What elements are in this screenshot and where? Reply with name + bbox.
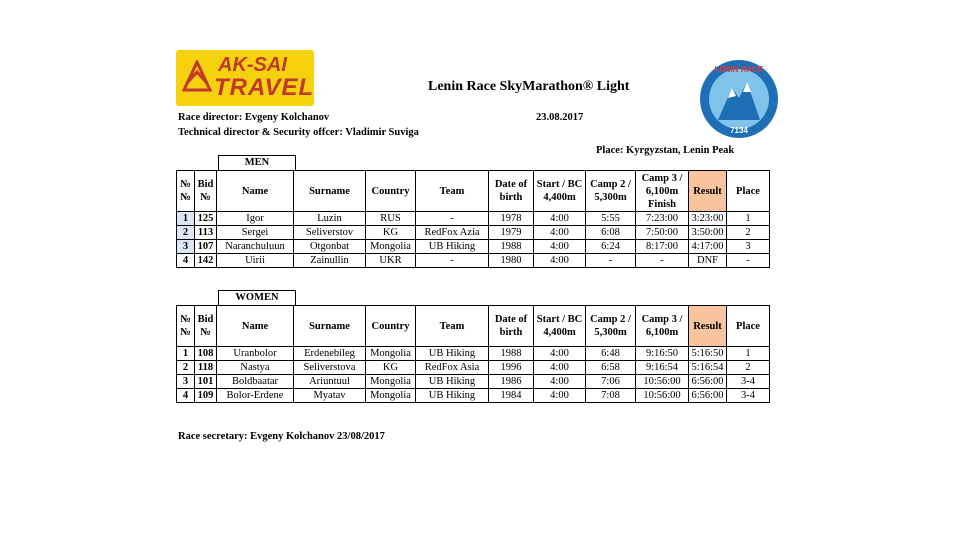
name-cell: Igor <box>217 212 294 226</box>
camp2-cell: 7:06 <box>586 375 636 389</box>
lenin-race-badge-icon <box>698 58 780 140</box>
start-cell: 4:00 <box>534 375 586 389</box>
country-cell: Mongolia <box>366 389 416 403</box>
camp3-cell: 10:56:00 <box>636 389 689 403</box>
result-cell: DNF <box>689 254 727 268</box>
row-number: 2 <box>177 361 195 375</box>
header-cell: Name <box>217 171 294 212</box>
header-cell: Camp 3 / 6,100m Finish <box>636 171 689 212</box>
technical-director: Technical director & Security offcer: Vladimir Suviga <box>178 127 419 138</box>
table-row <box>177 226 770 240</box>
men-category-label: MEN <box>218 155 296 170</box>
header-cell: № № <box>177 306 195 347</box>
header-cell: Camp 3 / 6,100m <box>636 306 689 347</box>
camp2-cell: 7:08 <box>586 389 636 403</box>
men-results-table <box>176 170 770 268</box>
bid-cell: 125 <box>195 212 217 226</box>
header-cell: Country <box>366 306 416 347</box>
header-cell: Date of birth <box>489 306 534 347</box>
header-cell: Name <box>217 306 294 347</box>
result-header-cell: Result <box>689 306 727 347</box>
bid-cell: 109 <box>195 389 217 403</box>
birth-cell: 1988 <box>489 347 534 361</box>
place-cell: 1 <box>727 347 770 361</box>
start-cell: 4:00 <box>534 389 586 403</box>
bid-cell: 108 <box>195 347 217 361</box>
result-cell: 6:56:00 <box>689 375 727 389</box>
header-cell: № № <box>177 171 195 212</box>
surname-cell: Zainullin <box>294 254 366 268</box>
header-cell: Start / BC 4,400m <box>534 171 586 212</box>
table-row <box>177 347 770 361</box>
country-cell: Mongolia <box>366 347 416 361</box>
birth-cell: 1988 <box>489 240 534 254</box>
table-row <box>177 375 770 389</box>
row-number: 1 <box>177 347 195 361</box>
header-cell: Surname <box>294 171 366 212</box>
name-cell: Boldbaatar <box>217 375 294 389</box>
bid-cell: 107 <box>195 240 217 254</box>
country-cell: KG <box>366 361 416 375</box>
start-cell: 4:00 <box>534 361 586 375</box>
header-cell: Surname <box>294 306 366 347</box>
country-cell: KG <box>366 226 416 240</box>
start-cell: 4:00 <box>534 240 586 254</box>
camp3-cell: 9:16:54 <box>636 361 689 375</box>
header-cell: Bid № <box>195 171 217 212</box>
camp2-cell: - <box>586 254 636 268</box>
header-cell: Start / BC 4,400m <box>534 306 586 347</box>
table-row <box>177 212 770 226</box>
result-cell: 6:56:00 <box>689 389 727 403</box>
camp2-cell: 6:24 <box>586 240 636 254</box>
name-cell: Nastya <box>217 361 294 375</box>
bid-cell: 113 <box>195 226 217 240</box>
surname-cell: Luzin <box>294 212 366 226</box>
place-cell: 3 <box>727 240 770 254</box>
header-cell: Date of birth <box>489 171 534 212</box>
camp3-cell: 8:17:00 <box>636 240 689 254</box>
team-cell: - <box>416 254 489 268</box>
team-cell: RedFox Asia <box>416 361 489 375</box>
surname-cell: Myatav <box>294 389 366 403</box>
row-number: 4 <box>177 389 195 403</box>
place-cell: - <box>727 254 770 268</box>
header-cell: Place <box>727 306 770 347</box>
race-director: Race director: Evgeny Kolchanov <box>178 112 330 123</box>
name-cell: Uirii <box>217 254 294 268</box>
aksai-travel-logo <box>176 50 314 106</box>
place-cell: 2 <box>727 226 770 240</box>
country-cell: RUS <box>366 212 416 226</box>
name-cell: Bolor-Erdene <box>217 389 294 403</box>
camp3-cell: 7:50:00 <box>636 226 689 240</box>
mountain-logo-icon <box>182 60 212 94</box>
header-cell: Bid № <box>195 306 217 347</box>
name-cell: Uranbolor <box>217 347 294 361</box>
row-number: 2 <box>177 226 195 240</box>
country-cell: Mongolia <box>366 375 416 389</box>
birth-cell: 1978 <box>489 212 534 226</box>
race-place: Place: Kyrgyzstan, Lenin Peak <box>596 145 735 156</box>
place-cell: 1 <box>727 212 770 226</box>
surname-cell: Ariuntuul <box>294 375 366 389</box>
page-title: Lenin Race SkyMarathon® Light <box>428 79 630 94</box>
row-number: 4 <box>177 254 195 268</box>
men-table-header <box>177 171 770 212</box>
team-cell: RedFox Azia <box>416 226 489 240</box>
country-cell: UKR <box>366 254 416 268</box>
team-cell: UB Hiking <box>416 347 489 361</box>
women-category-label: WOMEN <box>218 290 296 305</box>
team-cell: UB Hiking <box>416 375 489 389</box>
row-number: 3 <box>177 375 195 389</box>
header-cell: Team <box>416 171 489 212</box>
women-results-table <box>176 305 770 403</box>
team-cell: UB Hiking <box>416 389 489 403</box>
race-date: 23.08.2017 <box>536 112 584 123</box>
bid-cell: 118 <box>195 361 217 375</box>
team-cell: - <box>416 212 489 226</box>
birth-cell: 1984 <box>489 389 534 403</box>
row-number: 3 <box>177 240 195 254</box>
header-cell: Camp 2 / 5,300m <box>586 171 636 212</box>
badge-bottom-text: 7134 <box>730 126 748 135</box>
start-cell: 4:00 <box>534 226 586 240</box>
bid-cell: 142 <box>195 254 217 268</box>
birth-cell: 1979 <box>489 226 534 240</box>
camp3-cell: 7:23:00 <box>636 212 689 226</box>
name-cell: Sergei <box>217 226 294 240</box>
table-row <box>177 361 770 375</box>
logo-text-line1: AK-SAI <box>218 54 287 76</box>
result-header-cell: Result <box>689 171 727 212</box>
surname-cell: Seliverstov <box>294 226 366 240</box>
result-cell: 5:16:54 <box>689 361 727 375</box>
surname-cell: Seliverstova <box>294 361 366 375</box>
place-cell: 3-4 <box>727 389 770 403</box>
start-cell: 4:00 <box>534 254 586 268</box>
result-cell: 5:16:50 <box>689 347 727 361</box>
start-cell: 4:00 <box>534 347 586 361</box>
surname-cell: Erdenebileg <box>294 347 366 361</box>
header-cell: Camp 2 / 5,300m <box>586 306 636 347</box>
place-cell: 3-4 <box>727 375 770 389</box>
badge-top-text: LENIN RACE <box>714 65 764 74</box>
table-row <box>177 240 770 254</box>
birth-cell: 1986 <box>489 375 534 389</box>
logo-text-line2: TRAVEL <box>214 74 315 101</box>
women-table-header <box>177 306 770 347</box>
camp2-cell: 6:58 <box>586 361 636 375</box>
place-cell: 2 <box>727 361 770 375</box>
team-cell: UB Hiking <box>416 240 489 254</box>
start-cell: 4:00 <box>534 212 586 226</box>
country-cell: Mongolia <box>366 240 416 254</box>
race-secretary: Race secretary: Evgeny Kolchanov 23/08/2017 <box>178 431 385 442</box>
table-row <box>177 389 770 403</box>
table-row <box>177 254 770 268</box>
camp3-cell: - <box>636 254 689 268</box>
camp2-cell: 6:48 <box>586 347 636 361</box>
surname-cell: Otgonbat <box>294 240 366 254</box>
header-cell: Team <box>416 306 489 347</box>
header-cell: Country <box>366 171 416 212</box>
header-cell: Place <box>727 171 770 212</box>
result-cell: 4:17:00 <box>689 240 727 254</box>
camp2-cell: 5:55 <box>586 212 636 226</box>
camp3-cell: 10:56:00 <box>636 375 689 389</box>
name-cell: Naranchuluun <box>217 240 294 254</box>
result-cell: 3:50:00 <box>689 226 727 240</box>
birth-cell: 1996 <box>489 361 534 375</box>
camp2-cell: 6:08 <box>586 226 636 240</box>
birth-cell: 1980 <box>489 254 534 268</box>
result-cell: 3:23:00 <box>689 212 727 226</box>
camp3-cell: 9:16:50 <box>636 347 689 361</box>
bid-cell: 101 <box>195 375 217 389</box>
row-number: 1 <box>177 212 195 226</box>
